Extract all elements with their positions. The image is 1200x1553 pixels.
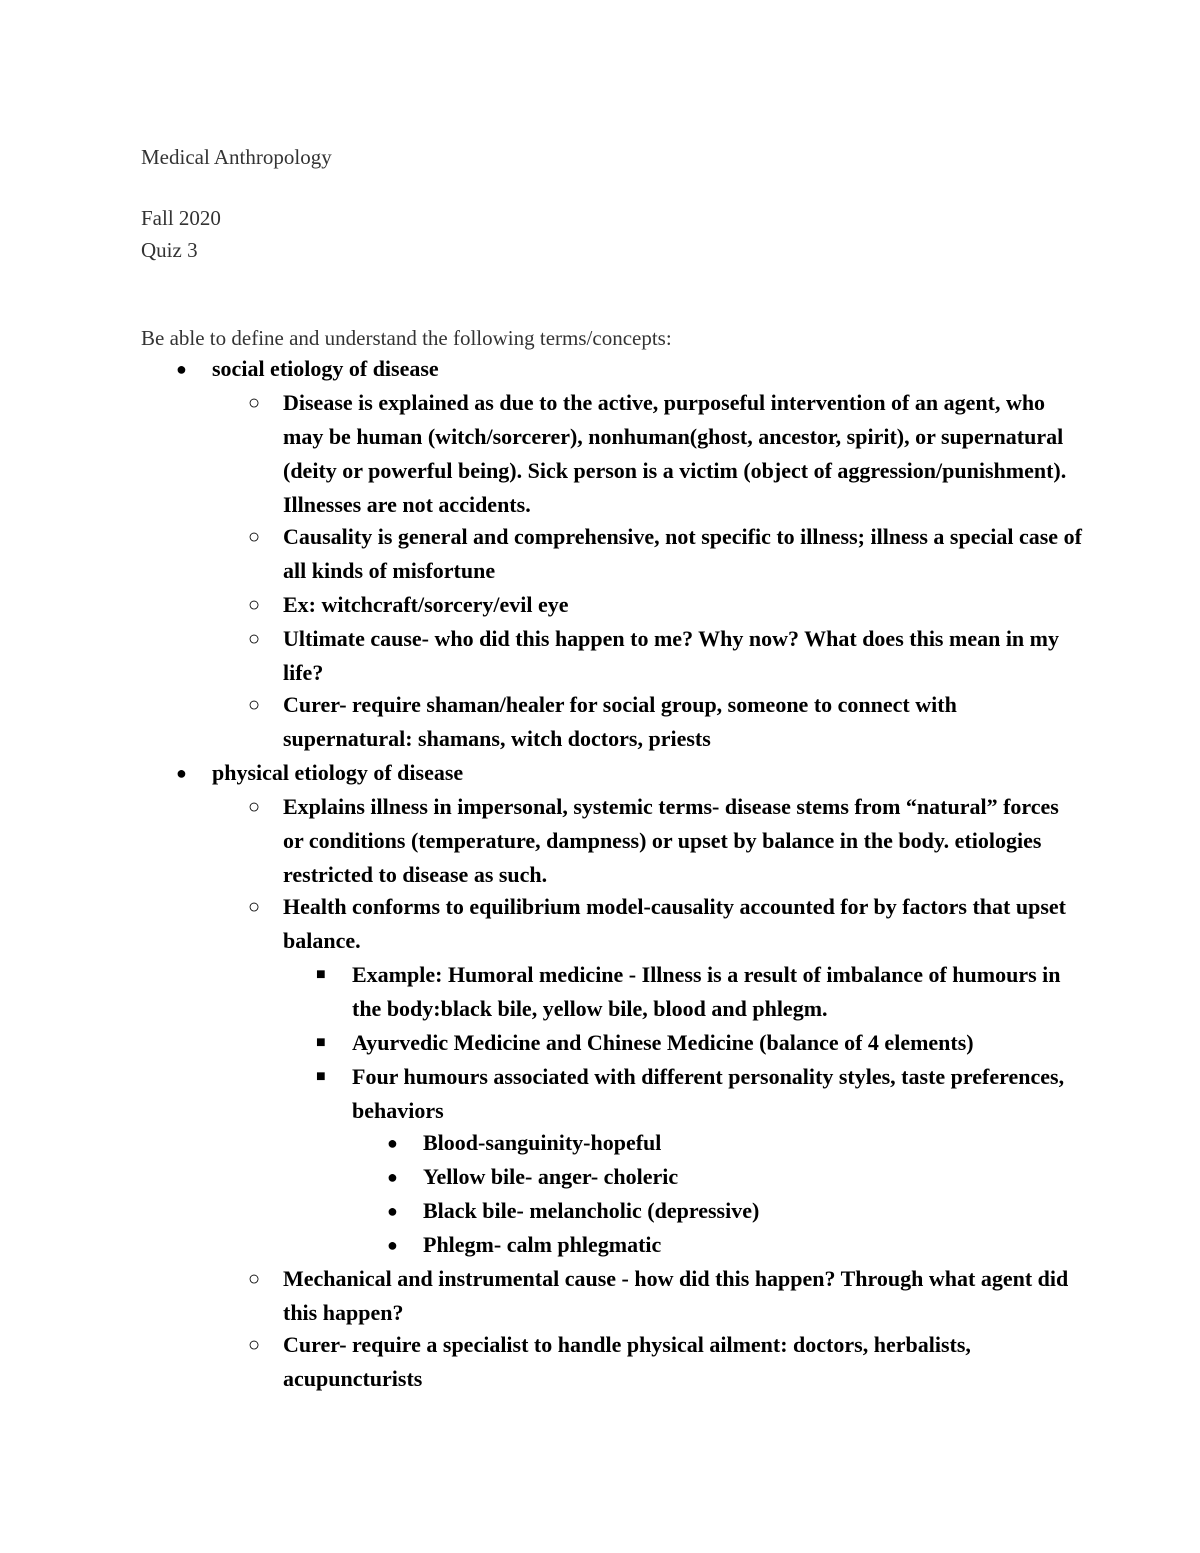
bullet-marker: ●: [387, 1133, 398, 1153]
list-item: [248, 1328, 1083, 1396]
square-marker: ■: [316, 1068, 326, 1085]
term-label: Fall 2020: [141, 206, 221, 230]
point-text: Mechanical and instrumental cause - how did this happen? Through what agent did this happen?: [283, 1266, 1069, 1325]
humour-text: Yellow bile- anger- choleric: [423, 1164, 679, 1189]
point-text: Curer- require shaman/healer for social group, someone to connect with supernatural: shamans, witch doctors, priests: [283, 692, 957, 751]
circle-marker: ○: [248, 392, 261, 414]
square-marker: ■: [316, 1034, 326, 1051]
circle-marker: ○: [248, 594, 261, 616]
bullet-marker: ●: [387, 1201, 398, 1221]
subpoint-text: Example: Humoral medicine - Illness is a result of imbalance of humours in the body:black bile, yellow bile, blood and phlegm.: [352, 962, 1061, 1021]
bullet-marker: ●: [176, 763, 187, 783]
humour-text: Phlegm- calm phlegmatic: [423, 1232, 662, 1257]
subpoint-text: Ayurvedic Medicine and Chinese Medicine (balance of 4 elements): [352, 1030, 974, 1055]
circle-marker: ○: [248, 526, 261, 548]
list-item: [248, 1262, 1083, 1330]
point-text: Explains illness in impersonal, systemic terms- disease stems from “natural” forces or conditions (temperature, dampness) or upset by balance in the body. etiologies restricted to disease as such.: [283, 794, 1059, 887]
list-item: [387, 1126, 1083, 1160]
list-item: [248, 520, 1083, 588]
circle-marker: ○: [248, 796, 261, 818]
bullet-marker: ●: [387, 1167, 398, 1187]
point-text: Health conforms to equilibrium model-causality accounted for by factors that upset balance.: [283, 894, 1066, 953]
circle-marker: ○: [248, 628, 261, 650]
list-item: [316, 958, 1092, 1026]
list-item: [387, 1160, 1083, 1194]
circle-marker: ○: [248, 694, 261, 716]
list-item: [248, 386, 1083, 522]
list-item: [316, 1060, 1092, 1128]
list-item: [248, 790, 1083, 892]
term-title: social etiology of disease: [212, 356, 439, 381]
list-item: [248, 890, 1083, 958]
list-item: [387, 1194, 1083, 1228]
point-text: Ex: witchcraft/sorcery/evil eye: [283, 592, 569, 617]
point-text: Curer- require a specialist to handle physical ailment: doctors, herbalists, acupuncturists: [283, 1332, 971, 1391]
quiz-label: Quiz 3: [141, 238, 198, 262]
intro-text: Be able to define and understand the following terms/concepts:: [141, 326, 672, 350]
list-item: [248, 622, 1083, 690]
term-physical-etiology: [176, 756, 1092, 790]
term-social-etiology: [176, 352, 1092, 386]
term-title: physical etiology of disease: [212, 760, 464, 785]
list-item: [316, 1026, 1092, 1060]
circle-marker: ○: [248, 1334, 261, 1356]
circle-marker: ○: [248, 1268, 261, 1290]
bullet-marker: ●: [387, 1235, 398, 1255]
course-title: Medical Anthropology: [141, 145, 332, 169]
subpoint-text: Four humours associated with different personality styles, taste preferences, behaviors: [352, 1064, 1065, 1123]
list-item: [387, 1228, 1083, 1262]
humour-text: Black bile- melancholic (depressive): [423, 1198, 760, 1223]
list-item: [248, 588, 1083, 622]
point-text: Disease is explained as due to the active, purposeful intervention of an agent, who may be human (witch/sorcerer), nonhuman(ghost, ancestor, spirit), or supernatural (deity or powerful being). Sick person is a victim (object of aggression/punishment). Illnesses are not accidents.: [283, 390, 1067, 517]
square-marker: ■: [316, 966, 326, 983]
humour-text: Blood-sanguinity-hopeful: [423, 1130, 662, 1155]
circle-marker: ○: [248, 896, 261, 918]
list-item: [248, 688, 1083, 756]
point-text: Causality is general and comprehensive, not specific to illness; illness a special case of all kinds of misfortune: [283, 524, 1082, 583]
point-text: Ultimate cause- who did this happen to me? Why now? What does this mean in my life?: [283, 626, 1059, 685]
bullet-marker: ●: [176, 359, 187, 379]
